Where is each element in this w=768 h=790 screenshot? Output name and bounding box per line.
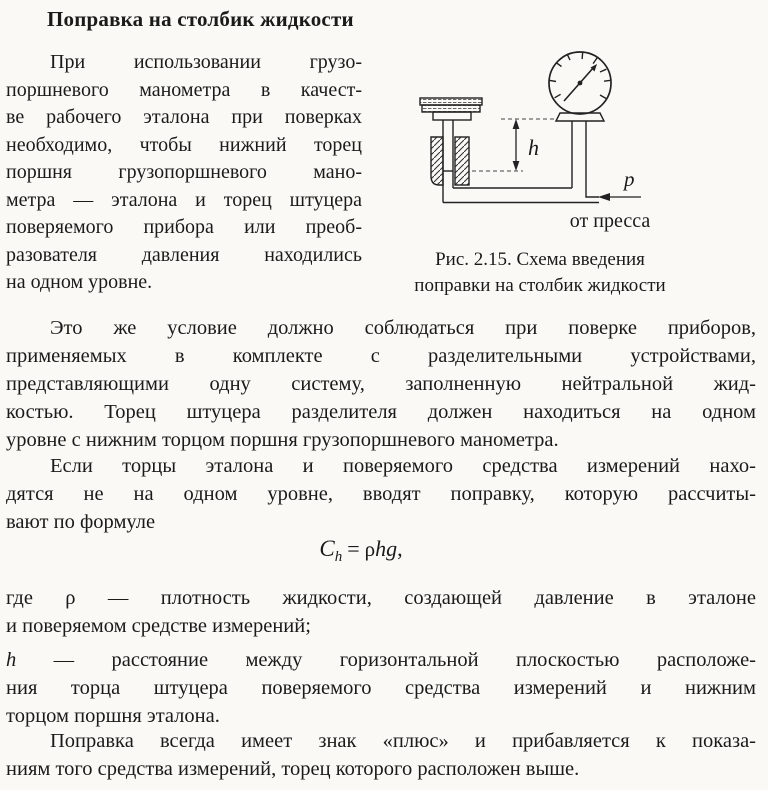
h-symbol: h — [6, 649, 17, 671]
pressure-arrow — [598, 167, 641, 201]
text-line: метра — эталона и торец штуцера — [6, 188, 362, 211]
caption-line: поправки на столбик жидкости — [414, 275, 666, 296]
formula-rho: ρ — [364, 537, 376, 561]
h-label: h — [528, 135, 539, 160]
text-line: поршневого манометра в качест- — [6, 78, 362, 101]
p-label: p — [624, 167, 635, 191]
text-line: костью. Торец штуцера разделителя должен находиться на одном — [6, 401, 756, 423]
text-line: Поправка всегда имеет знак «плюс» и прибавляется к показа- — [50, 730, 756, 752]
paragraph-condition — [6, 314, 756, 454]
figure-caption — [382, 247, 698, 299]
page-title: Поправка на столбик жидкости — [47, 7, 354, 31]
text-line: Это же условие должно соблюдаться при поверке приборов, — [50, 317, 756, 339]
text-line: где ρ — плотность жидкости, создающей давление в эталоне — [6, 587, 756, 609]
piston-weights — [420, 98, 482, 120]
text-line: необходимо, чтобы нижний торец — [6, 133, 362, 156]
text-line: поверяемого прибора или преоб- — [6, 216, 362, 238]
formula-factors: hg — [375, 536, 398, 561]
text-line: Если торцы эталона и поверяемого средства измерений нахо- — [50, 455, 756, 477]
text-line: представляющими одну систему, заполненную нейтральной жид- — [6, 373, 756, 395]
text-line: торцом поршня эталона. — [6, 705, 220, 727]
text-line: уровне с нижним торцом поршня грузопоршневого манометра. — [6, 429, 559, 451]
text-line: При использовании грузо- — [50, 51, 362, 73]
formula — [6, 536, 756, 565]
text-line: ниям того средства измерений, торец которого расположен выше. — [6, 758, 580, 780]
piston-cylinder — [431, 120, 469, 203]
where-rho-definition — [6, 584, 756, 640]
intro-paragraph — [6, 49, 362, 297]
text-line: поршня грузопоршневого мано- — [6, 161, 362, 183]
text-line: разователя давления находились — [6, 243, 362, 266]
gauge-needle — [564, 64, 597, 101]
text-segment: — расстояние между горизонтальной плоскостью расположе- — [16, 649, 756, 671]
formula-equals: = — [347, 536, 360, 561]
text-line: ния торца штуцера поверяемого средства измерений и нижним — [6, 677, 756, 699]
gauge-ticks — [549, 52, 611, 98]
from-press-label: от пресса — [569, 210, 651, 232]
text-line: дятся не на одном уровне, вводят поправку, которую рассчиты- — [6, 483, 756, 505]
caption-line: Рис. 2.15. Схема введения — [435, 249, 645, 270]
formula-variable: C — [319, 536, 335, 561]
text-line: вают по формуле — [6, 511, 156, 533]
text-line: на одном уровне. — [6, 271, 153, 293]
text-line: применяемых в комплекте с разделительными устройствами, — [6, 345, 756, 367]
formula-comma: , — [397, 536, 403, 561]
where-h-definition — [6, 646, 756, 730]
pressure-gauge — [549, 52, 611, 121]
text-line — [6, 646, 756, 674]
figure-diagram — [398, 38, 768, 238]
formula-subscript: h — [334, 549, 343, 565]
paragraph-final — [6, 727, 756, 783]
text-line: ве рабочего эталона при поверках — [6, 106, 362, 128]
text-line: и поверяемом средстве измерений; — [6, 615, 311, 637]
paragraph-if-levels — [6, 452, 756, 536]
h-dimension — [513, 119, 539, 171]
